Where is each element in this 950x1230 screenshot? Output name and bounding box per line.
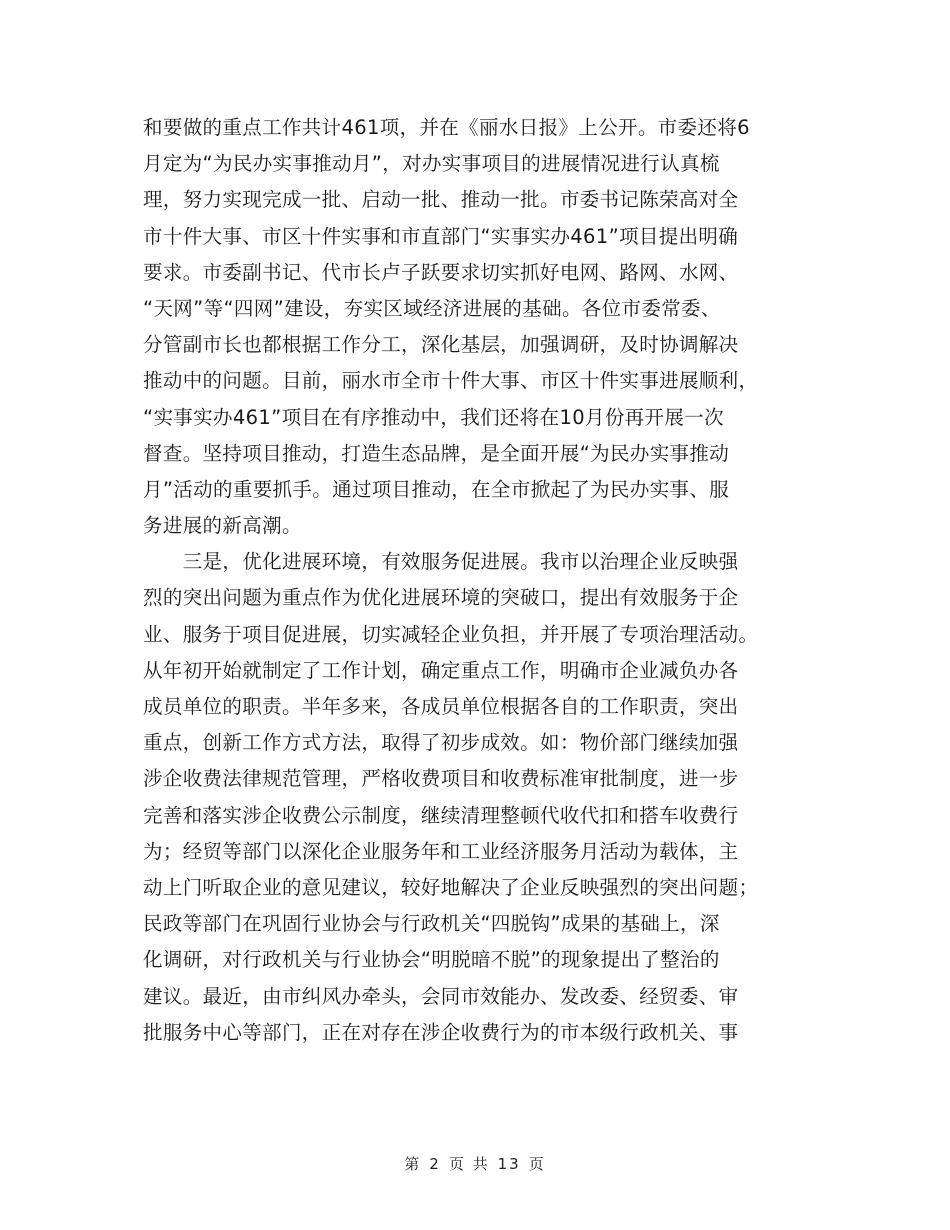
text-line: 动上门听取企业的意见建议，较好地解决了企业反映强烈的突出问题；: [143, 875, 759, 899]
text-line: 推动中的问题。目前，丽水市全市十件大事、市区十件实事进展顺利，: [143, 369, 759, 393]
text-line: 业、服务于项目促进展，切实减轻企业负担，并开展了专项治理活动。: [143, 622, 759, 646]
footer-current-page: 2: [429, 1155, 441, 1173]
text-line: 月定为“为民办实事推动月”，对办实事项目的进展情况进行认真梳: [143, 152, 720, 176]
text-line: 和要做的重点工作共计461项，并在《丽水日报》上公开。市委还将6: [143, 116, 750, 139]
text-line: 完善和落实涉企收费公示制度，继续清理整顿代收代扣和搭车收费行: [143, 803, 739, 827]
text-line: 烈的突出问题为重点作为优化进展环境的突破口，提出有效服务于企: [143, 586, 739, 610]
text-line: 三是，优化进展环境，有效服务促进展。我市以治理企业反映强: [143, 550, 739, 574]
text-line: 涉企收费法律规范管理，严格收费项目和收费标准审批制度，进一步: [143, 767, 739, 791]
text-line: “天网”等“四网”建设，夯实区域经济进展的基础。各位市委常委、: [143, 296, 721, 320]
text-line: 民政等部门在巩固行业协会与行政机关“四脱钩”成果的基础上，深: [143, 912, 720, 936]
footer-prefix: 第: [404, 1155, 422, 1173]
text-line: 成员单位的职责。半年多来，各成员单位根据各自的工作职责，突出: [143, 695, 739, 718]
text-line: 市十件大事、市区十件实事和市直部门“实事实办461”项目提出明确: [143, 224, 739, 248]
text-line: 重点，创新工作方式方法，取得了初步成效。如：物价部门继续加强: [143, 731, 739, 755]
text-line: 为；经贸等部门以深化企业服务年和工业经济服务月活动为载体，主: [143, 839, 739, 863]
footer-total-pages: 13: [497, 1155, 521, 1173]
text-line: 建议。最近，由市纠风办牵头，会同市效能办、发改委、经贸委、审: [143, 984, 739, 1008]
text-line: 化调研，对行政机关与行业协会“明脱暗不脱”的现象提出了整治的: [143, 948, 720, 972]
footer-middle: 页 共: [448, 1155, 490, 1173]
text-line: 批服务中心等部门，正在对存在涉企收费行为的市本级行政机关、事: [143, 1020, 739, 1044]
text-line: 分管副市长也都根据工作分工，深化基层，加强调研，及时协调解决: [143, 333, 739, 357]
text-line: 督查。坚持项目推动，打造生态品牌，是全面开展“为民办实事推动: [143, 441, 730, 465]
text-line: 理，努力实现完成一批、启动一批、推动一批。市委书记陈荣高对全: [143, 188, 739, 212]
body-text: [143, 110, 809, 1051]
page-footer: [0, 1153, 950, 1174]
text-line: 从年初开始就制定了工作计划，确定重点工作，明确市企业减负办各: [143, 658, 739, 682]
text-line: 务进展的新高潮。: [143, 514, 302, 538]
footer-suffix: 页: [528, 1155, 546, 1173]
text-line: 月”活动的重要抓手。通过项目推动，在全市掀起了为民办实事、服: [143, 477, 730, 501]
text-line: 要求。市委副书记、代市长卢子跃要求切实抓好电网、路网、水网、: [143, 260, 739, 284]
text-line: “实事实办461”项目在有序推动中，我们还将在10月份再开展一次: [143, 405, 724, 429]
